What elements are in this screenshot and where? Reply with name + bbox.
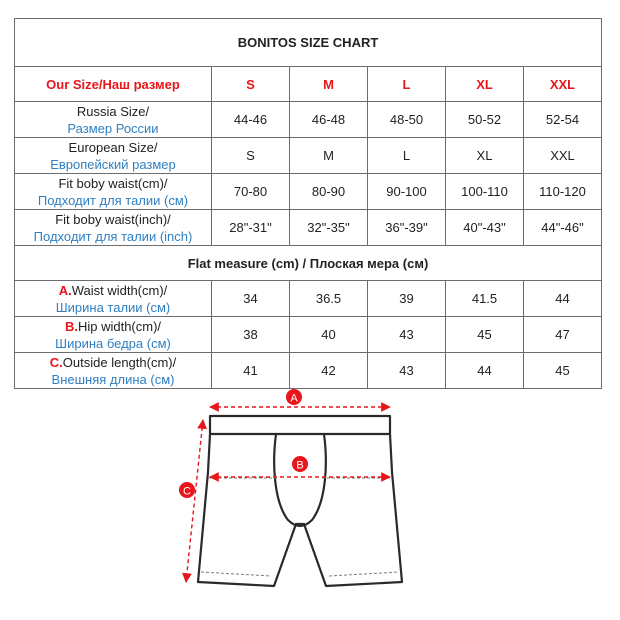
chart-title: BONITOS SIZE CHART xyxy=(15,19,602,67)
table-cell: 44 xyxy=(446,353,524,389)
size-chart-table xyxy=(14,18,602,389)
table-cell: 44"-46" xyxy=(524,210,602,246)
row-label xyxy=(15,317,212,353)
row-label-ru: Подходит для талии (inch) xyxy=(33,228,193,244)
table-cell: 52-54 xyxy=(524,102,602,138)
our-size-label: Our Size/Наш размер xyxy=(15,67,212,102)
table-cell: 43 xyxy=(368,317,446,353)
table-cell: 47 xyxy=(524,317,602,353)
section-header-row xyxy=(15,246,602,281)
row-label-ru: Подходит для талии (см) xyxy=(37,192,189,208)
table-cell: 41 xyxy=(212,353,290,389)
flat-measure-title: Flat measure (cm) / Плоская мера (см) xyxy=(15,246,602,281)
row-label-ru: Размер России xyxy=(67,120,159,136)
table-cell: 45 xyxy=(446,317,524,353)
row-label xyxy=(15,138,212,174)
row-label xyxy=(15,174,212,210)
table-cell: 44 xyxy=(524,281,602,317)
table-row xyxy=(15,281,602,317)
table-cell: 48-50 xyxy=(368,102,446,138)
table-cell: 40 xyxy=(290,317,368,353)
table-cell: XL xyxy=(446,138,524,174)
table-cell: 110-120 xyxy=(524,174,602,210)
table-cell: S xyxy=(212,138,290,174)
size-header-row xyxy=(15,67,602,102)
table-cell: 34 xyxy=(212,281,290,317)
row-label-en: Fit boby waist(cm)/ xyxy=(58,175,168,191)
size-header-xl: XL xyxy=(446,67,524,102)
row-label-ru: Внешняя длина (см) xyxy=(51,371,175,387)
boxer-shorts-diagram xyxy=(170,384,430,612)
measure-letter: A. xyxy=(58,282,72,298)
measure-label-en: Hip width(cm)/ xyxy=(77,318,162,334)
table-row xyxy=(15,174,602,210)
table-cell: 90-100 xyxy=(368,174,446,210)
row-label-ru: Европейский размер xyxy=(50,156,176,172)
row-label-en xyxy=(15,282,211,299)
table-cell: XXL xyxy=(524,138,602,174)
table-cell: 50-52 xyxy=(446,102,524,138)
marker-b-label: B xyxy=(296,459,304,472)
row-label-en: Fit boby waist(inch)/ xyxy=(55,211,171,227)
shorts-outline xyxy=(198,416,402,586)
table-cell: 70-80 xyxy=(212,174,290,210)
table-row xyxy=(15,138,602,174)
table-cell: 45 xyxy=(524,353,602,389)
marker-c-label: C xyxy=(183,485,191,498)
row-label-ru: Ширина талии (см) xyxy=(55,299,171,315)
table-cell: 100-110 xyxy=(446,174,524,210)
table-row xyxy=(15,317,602,353)
row-label xyxy=(15,281,212,317)
size-header-l: L xyxy=(368,67,446,102)
size-header-xxl: XXL xyxy=(524,67,602,102)
measure-letter: C. xyxy=(49,354,63,370)
table-row xyxy=(15,210,602,246)
marker-a-label: A xyxy=(290,392,298,405)
row-label-en xyxy=(15,318,211,335)
measure-letter: B. xyxy=(64,318,78,334)
table-cell: 36.5 xyxy=(290,281,368,317)
row-label-ru: Ширина бедра (см) xyxy=(55,335,171,351)
measure-label-en: Outside length(cm)/ xyxy=(62,354,177,370)
table-cell: 80-90 xyxy=(290,174,368,210)
table-cell: 39 xyxy=(368,281,446,317)
table-cell: 46-48 xyxy=(290,102,368,138)
measure-label-en: Waist width(cm)/ xyxy=(71,282,168,298)
row-label-en: European Size/ xyxy=(68,139,158,155)
table-cell: 32"-35" xyxy=(290,210,368,246)
table-cell: 44-46 xyxy=(212,102,290,138)
table-cell: 43 xyxy=(368,353,446,389)
title-row xyxy=(15,19,602,67)
front-pouch xyxy=(274,434,326,526)
table-cell: 28"-31" xyxy=(212,210,290,246)
size-header-s: S xyxy=(212,67,290,102)
table-cell: 36"-39" xyxy=(368,210,446,246)
row-label-en xyxy=(15,354,211,371)
row-label-en: Russia Size/ xyxy=(76,103,150,119)
size-header-m: M xyxy=(290,67,368,102)
waistband xyxy=(210,416,390,434)
table-cell: 38 xyxy=(212,317,290,353)
row-label xyxy=(15,210,212,246)
table-cell: 42 xyxy=(290,353,368,389)
table-cell: L xyxy=(368,138,446,174)
table-cell: M xyxy=(290,138,368,174)
row-label xyxy=(15,102,212,138)
table-cell: 41.5 xyxy=(446,281,524,317)
table-cell: 40"-43" xyxy=(446,210,524,246)
table-row xyxy=(15,102,602,138)
